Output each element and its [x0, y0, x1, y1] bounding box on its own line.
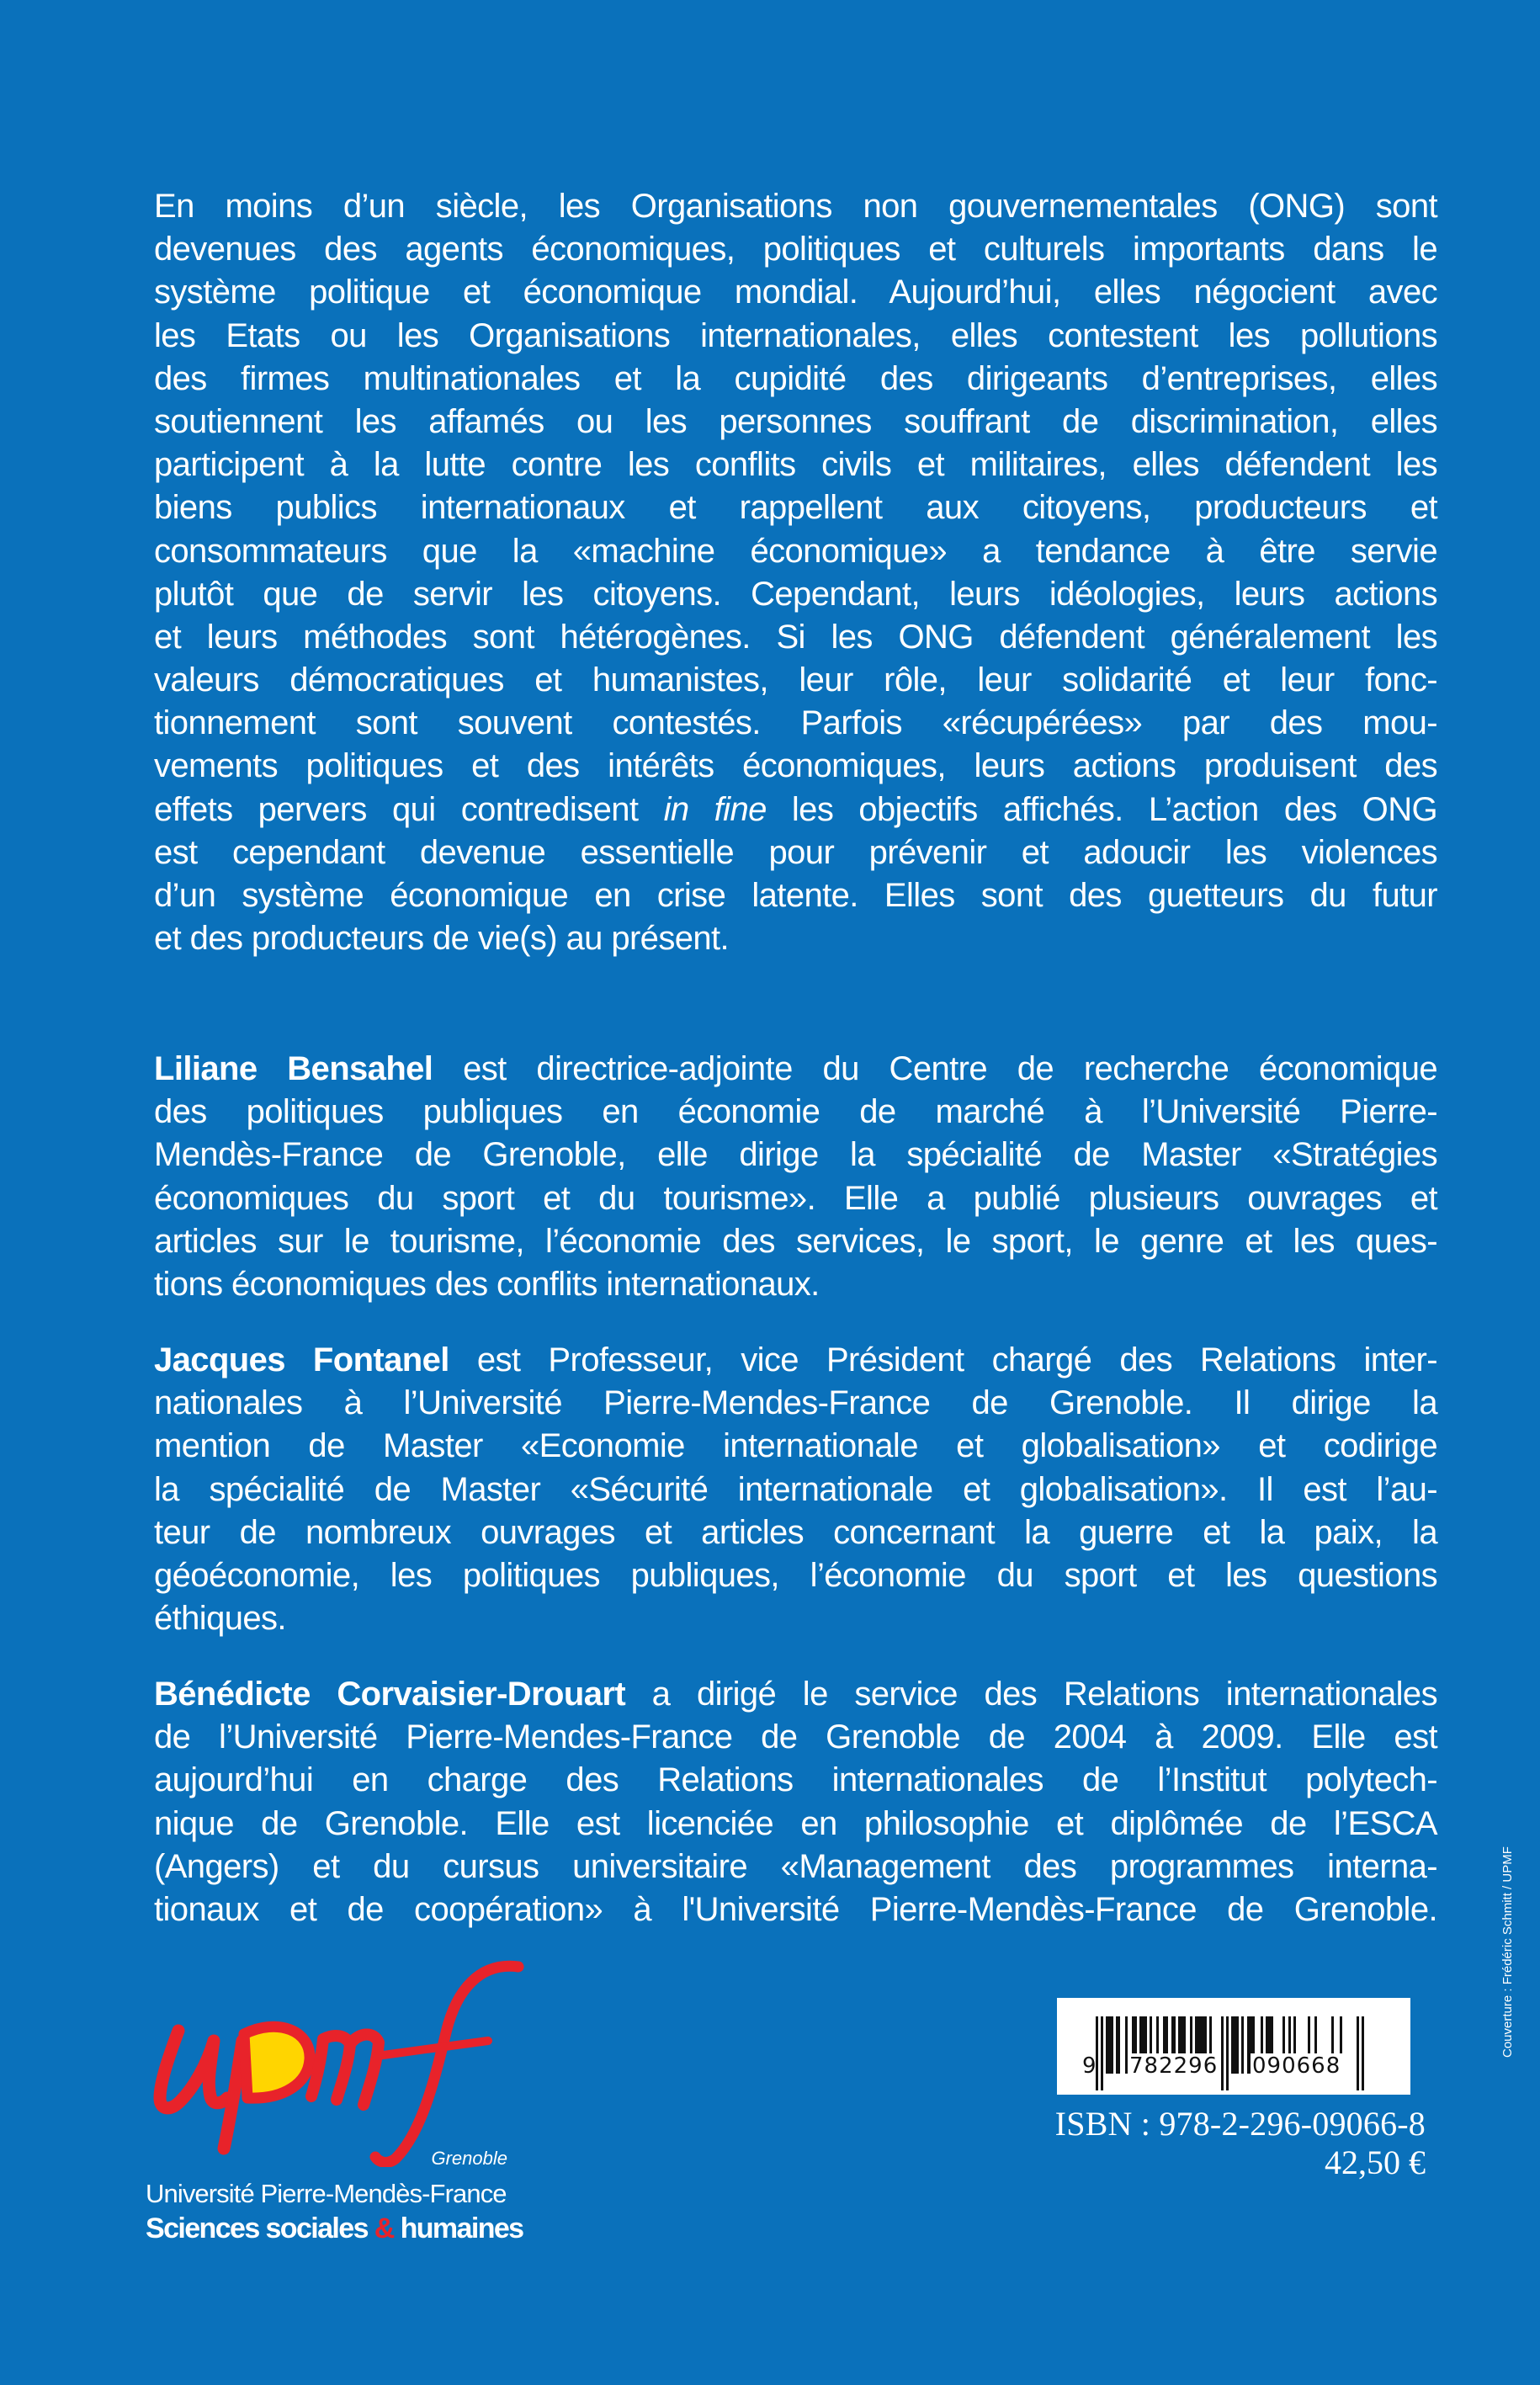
summary-line: et des producteurs de vie(s) au présent.	[154, 920, 730, 958]
summary-line: consommateurs que la «machine économique» a tendance à être servie	[154, 532, 1437, 570]
summary-line: vements politiques et des intérêts économiques, leurs actions produisent des	[154, 747, 1437, 785]
summary-line	[154, 789, 1437, 831]
bio-text: est Professeur, vice Président chargé des Relations inter-	[449, 1341, 1437, 1378]
summary-line: et leurs méthodes sont hétérogènes. Si les ONG défendent généralement les	[154, 618, 1437, 656]
bio-line: (Angers) et du cursus universitaire «Management des programmes interna-	[154, 1847, 1437, 1885]
bio-text: a dirigé le service des Relations internationales	[625, 1676, 1437, 1713]
summary-text: effets pervers qui contredisent	[154, 790, 664, 828]
bio-line: Mendès-France de Grenoble, elle dirige la spécialité de Master «Stratégies	[154, 1136, 1437, 1174]
author-bio-bensahel	[154, 1048, 1437, 1306]
author-bio-fontanel	[154, 1339, 1437, 1640]
author-bio-corvaisier-drouart	[154, 1673, 1437, 1931]
summary-line: En moins d’un siècle, les Organisations non gouvernementales (ONG) sont	[154, 188, 1437, 225]
bio-line: tions économiques des conflits internationaux.	[154, 1265, 820, 1303]
summary-line: d’un système économique en crise latente. Elles sont des guetteurs du futur	[154, 877, 1437, 914]
barcode-digits-left: 782296	[1129, 2053, 1219, 2079]
summary-line: soutiennent les affamés ou les personnes souffrant de discrimination, elles	[154, 402, 1437, 440]
summary-paragraph	[154, 185, 1437, 960]
bio-line: tionaux et de coopération» à l'Université Pierre-Mendès-France de Grenoble.	[154, 1890, 1437, 1928]
bio-line: nique de Grenoble. Elle est licenciée en philosophie et diplômée de l’ESCA	[154, 1804, 1437, 1842]
bio-line: aujourd’hui en charge des Relations internationales de l’Institut polytech-	[154, 1761, 1437, 1799]
isbn-number: ISBN : 978-2-296-09066-8	[1054, 2105, 1426, 2143]
logo-city: Grenoble	[431, 2148, 507, 2169]
bio-line: nationales à l’Université Pierre-Mendes-France de Grenoble. Il dirige la	[154, 1384, 1437, 1422]
summary-line: les Etats ou les Organisations internationales, elles contestent les pollutions	[154, 316, 1437, 354]
bio-line: de l’Université Pierre-Mendes-France de Grenoble de 2004 à 2009. Elle est	[154, 1718, 1437, 1756]
bio-line	[154, 1339, 1437, 1382]
barcode-digits-right: 090668	[1252, 2053, 1341, 2079]
summary-line: plutôt que de servir les citoyens. Cependant, leurs idéologies, leurs actions	[154, 575, 1437, 613]
summary-line: participent à la lutte contre les conflits civils et militaires, elles défendent les	[154, 446, 1437, 484]
summary-line: système politique et économique mondial. Aujourd’hui, elles négocient avec	[154, 274, 1437, 311]
cover-credit: Couverture : Frédéric Schmitt / UPMF	[1500, 1846, 1515, 2058]
price: 42,50 €	[1325, 2143, 1426, 2181]
author-name: Jacques Fontanel	[154, 1341, 449, 1378]
author-name: Liliane Bensahel	[154, 1050, 433, 1087]
logo-dept-text: humaines	[393, 2212, 523, 2244]
summary-line: est cependant devenue essentielle pour prévenir et adoucir les violences	[154, 833, 1437, 871]
bio-line: des politiques publiques en économie de marché à l’Université Pierre-	[154, 1093, 1437, 1131]
summary-line: des firmes multinationales et la cupidité des dirigeants d’entreprises, elles	[154, 359, 1437, 397]
logo-department	[146, 2212, 523, 2245]
bio-line: économiques du sport et du tourisme». Elle a publié plusieurs ouvrages et	[154, 1179, 1437, 1217]
summary-line: valeurs démocratiques et humanistes, leur rôle, leur solidarité et leur fonc-	[154, 661, 1437, 699]
logo-ampersand: &	[374, 2212, 394, 2244]
author-name: Bénédicte Corvaisier-Drouart	[154, 1676, 626, 1713]
isbn-barcode	[1057, 1998, 1410, 2095]
upmf-logo	[143, 1957, 530, 2251]
summary-line: biens publics internationaux et rappellent aux citoyens, producteurs et	[154, 489, 1437, 527]
summary-text: les objectifs affichés. L’action des ONG	[766, 790, 1437, 828]
logo-university-name: Université Pierre-Mendès-France	[146, 2179, 507, 2208]
bio-line	[154, 1048, 1437, 1091]
bio-line: teur de nombreux ouvrages et articles concernant la guerre et la paix, la	[154, 1513, 1437, 1551]
bio-line: éthiques.	[154, 1600, 286, 1638]
bio-line: géoéconomie, les politiques publiques, l’économie du sport et les questions	[154, 1556, 1437, 1594]
logo-dept-text: Sciences sociales	[146, 2212, 374, 2244]
bio-line: mention de Master «Economie internationale et globalisation» et codirige	[154, 1427, 1437, 1465]
summary-line: devenues des agents économiques, politiques et culturels importants dans le	[154, 231, 1437, 268]
bio-line: la spécialité de Master «Sécurité internationale et globalisation». Il est l’au-	[154, 1470, 1437, 1508]
barcode-digit-first: 9	[1082, 2053, 1097, 2079]
summary-line: tionnement sont souvent contestés. Parfois «récupérées» par des mou-	[154, 704, 1437, 742]
italic-phrase: in fine	[663, 790, 767, 828]
bio-line: articles sur le tourisme, l’économie des services, le sport, le genre et les ques-	[154, 1222, 1437, 1260]
upmf-mark-icon	[143, 1957, 530, 2167]
bio-text: est directrice-adjointe du Centre de recherche économique	[433, 1050, 1437, 1087]
bio-line	[154, 1673, 1437, 1716]
